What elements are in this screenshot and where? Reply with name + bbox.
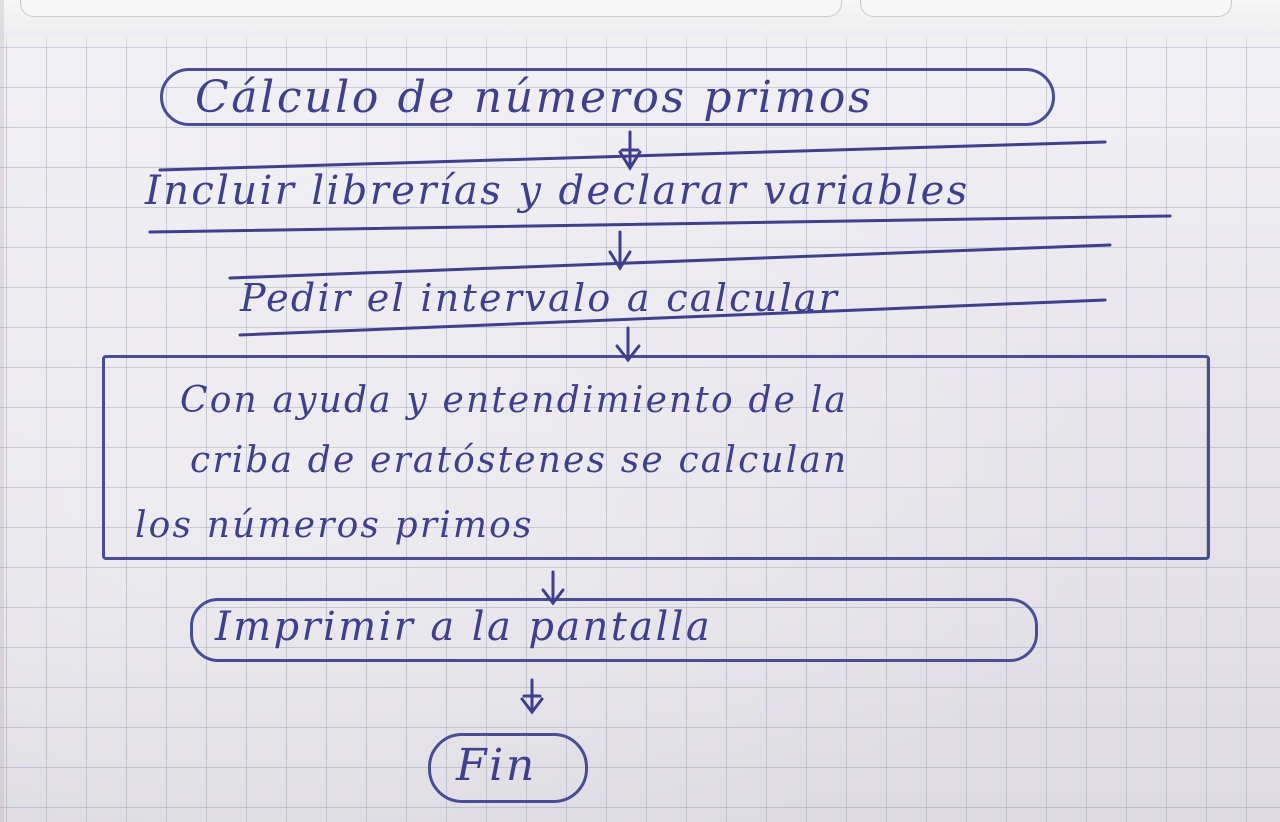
step-2-top-rule [230,245,1110,278]
arrow-step4-to-end [522,680,542,712]
step-include-libraries-text: Incluir librerías y declarar variables [145,168,970,214]
end-text: Fin [456,740,537,791]
title-text: Cálculo de números primos [195,72,874,123]
print-screen-text: Imprimir a la pantalla [215,604,713,650]
step-request-interval-text: Pedir el intervalo a calcular [240,276,840,320]
arrow-step3-to-step4 [543,572,563,603]
sieve-line-1: Con ayuda y entendimiento de la [180,380,849,421]
sieve-line-3: los números primos [135,505,534,546]
step-1-underline [150,216,1170,232]
arrow-title-to-step1 [620,132,640,168]
sieve-line-2: criba de eratóstenes se calculan [190,440,849,481]
step-2-underline [240,300,1105,335]
arrow-step2-to-step3 [617,328,639,360]
